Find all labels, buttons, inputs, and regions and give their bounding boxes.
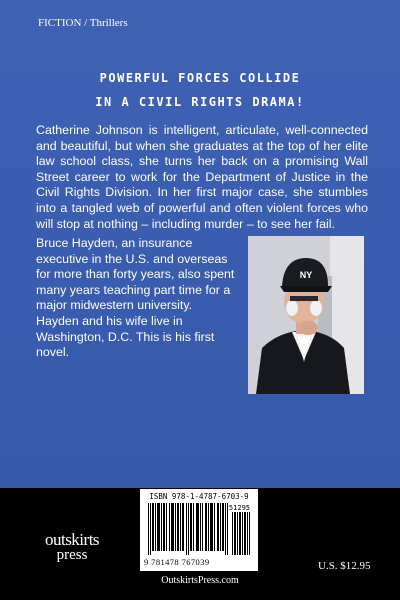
headline [0,66,400,114]
headline-line-2: IN A CIVIL RIGHTS DRAMA! [95,95,305,109]
cap-logo: NY [299,270,313,280]
price-code: 51295 [228,504,250,512]
publisher-logo-top: outskirts [44,530,100,549]
publisher-logo [36,532,108,563]
author-portrait-icon [248,236,364,394]
price-label: U.S. $12.95 [318,560,371,572]
author-photo [248,236,364,394]
genre-label: FICTION / Thrillers [38,17,128,29]
publisher-logo-bottom: press [56,547,88,563]
price-barcode-icon [232,512,250,555]
publisher-website: OutskirtsPress.com [161,575,239,586]
headline-line-1: POWERFUL FORCES COLLIDE [99,71,301,85]
isbn-text: ISBN 978-1-4787-6703-9 [149,492,249,501]
isbn-barcode [140,489,258,571]
barcode-number: 9 781478 767039 [144,557,210,567]
author-bio: Bruce Hayden, an insurance executive in the U.S. and overseas for more than forty years, also spent many years teaching part time for a major midwestern university. Hayden and his wife live in Washington, D.C. This is his first novel. [36,236,235,360]
synopsis-text: Catherine Johnson is intelligent, articulate, well-connected and beautiful, but when she graduates at the top of her elite law school class, she turns her back on a promising Wall Street career to work for the Department of Justice in the Civil Rights Division. In her first major case, she stumbles into a tangled web of powerful and often violent forces who will stop at nothing – including murder – to see her fail. [36,123,368,231]
barcode-bars-icon [148,503,228,555]
